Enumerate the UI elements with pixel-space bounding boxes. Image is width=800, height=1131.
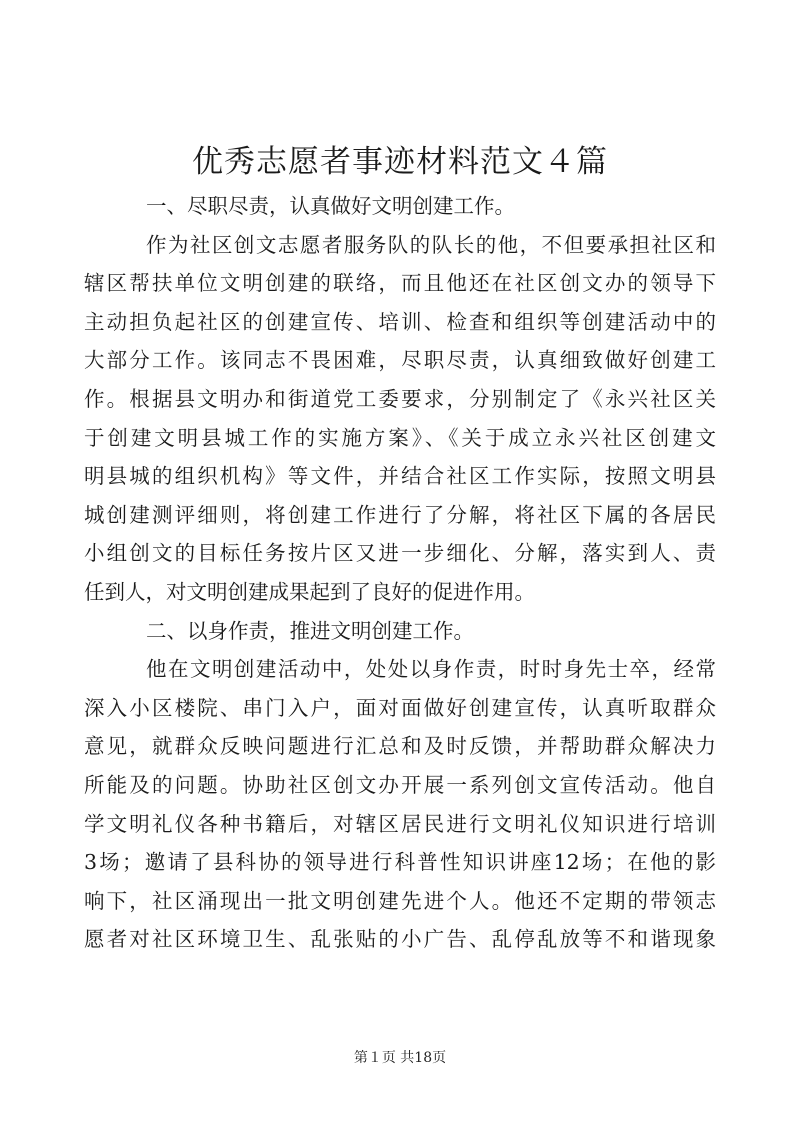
paragraph-line: 小组创文的目标任务按片区又进一步细化、分解，落实到人、责: [84, 541, 716, 566]
paragraph-line: 任到人，对文明创建成果起到了良好的促进作用。: [84, 579, 535, 604]
document-title: 优秀志愿者事迹材料范文４篇: [192, 144, 608, 180]
paragraph-line: 学文明礼仪各种书籍后，对辖区居民进行文明礼仪知识进行培训: [84, 811, 716, 836]
paragraph-line: 辖区帮扶单位文明创建的联络，而且他还在社区创文办的领导下: [84, 271, 716, 296]
paragraph-line: 作为社区创文志愿者服务队的队长的他，不但要承担社区和: [146, 232, 716, 257]
paragraph-line: 意见，就群众反映问题进行汇总和及时反馈，并帮助群众解决力: [84, 734, 716, 759]
paragraph-line: 3场；邀请了县科协的领导进行科普性知识讲座12场；在他的影: [84, 850, 716, 875]
section-heading: 一、尽职尽责，认真做好文明创建工作。: [146, 194, 515, 218]
paragraph-line: 城创建测评细则，将创建工作进行了分解，将社区下属的各居民: [84, 502, 716, 527]
paragraph-line: 愿者对社区环境卫生、乱张贴的小广告、乱停乱放等不和谐现象: [84, 927, 716, 952]
paragraph-line: 所能及的问题。协助社区创文办开展一系列创文宣传活动。他自: [84, 772, 716, 797]
paragraph-line: 大部分工作。该同志不畏困难，尽职尽责，认真细致做好创建工: [84, 348, 716, 373]
paragraph-line: 主动担负起社区的创建宣传、培训、检查和组织等创建活动中的: [84, 309, 716, 334]
document-body: [84, 187, 716, 959]
page-footer: 第１页 共18页: [353, 1050, 447, 1066]
paragraph-line: 明县城的组织机构》等文件，并结合社区工作实际，按照文明县: [84, 464, 716, 489]
paragraph-line: 于创建文明县城工作的实施方案》、《关于成立永兴社区创建文: [84, 425, 716, 450]
paragraph-line: 他在文明创建活动中，处处以身作责，时时身先士卒，经常: [146, 657, 716, 682]
paragraph-line: 深入小区楼院、串门入户，面对面做好创建宣传，认真听取群众: [84, 695, 716, 720]
section-heading: 二、以身作责，推进文明创建工作。: [146, 618, 474, 643]
paragraph-line: 响下，社区涌现出一批文明创建先进个人。他还不定期的带领志: [84, 888, 716, 913]
paragraph-line: 作。根据县文明办和街道党工委要求，分别制定了《永兴社区关: [84, 386, 716, 411]
